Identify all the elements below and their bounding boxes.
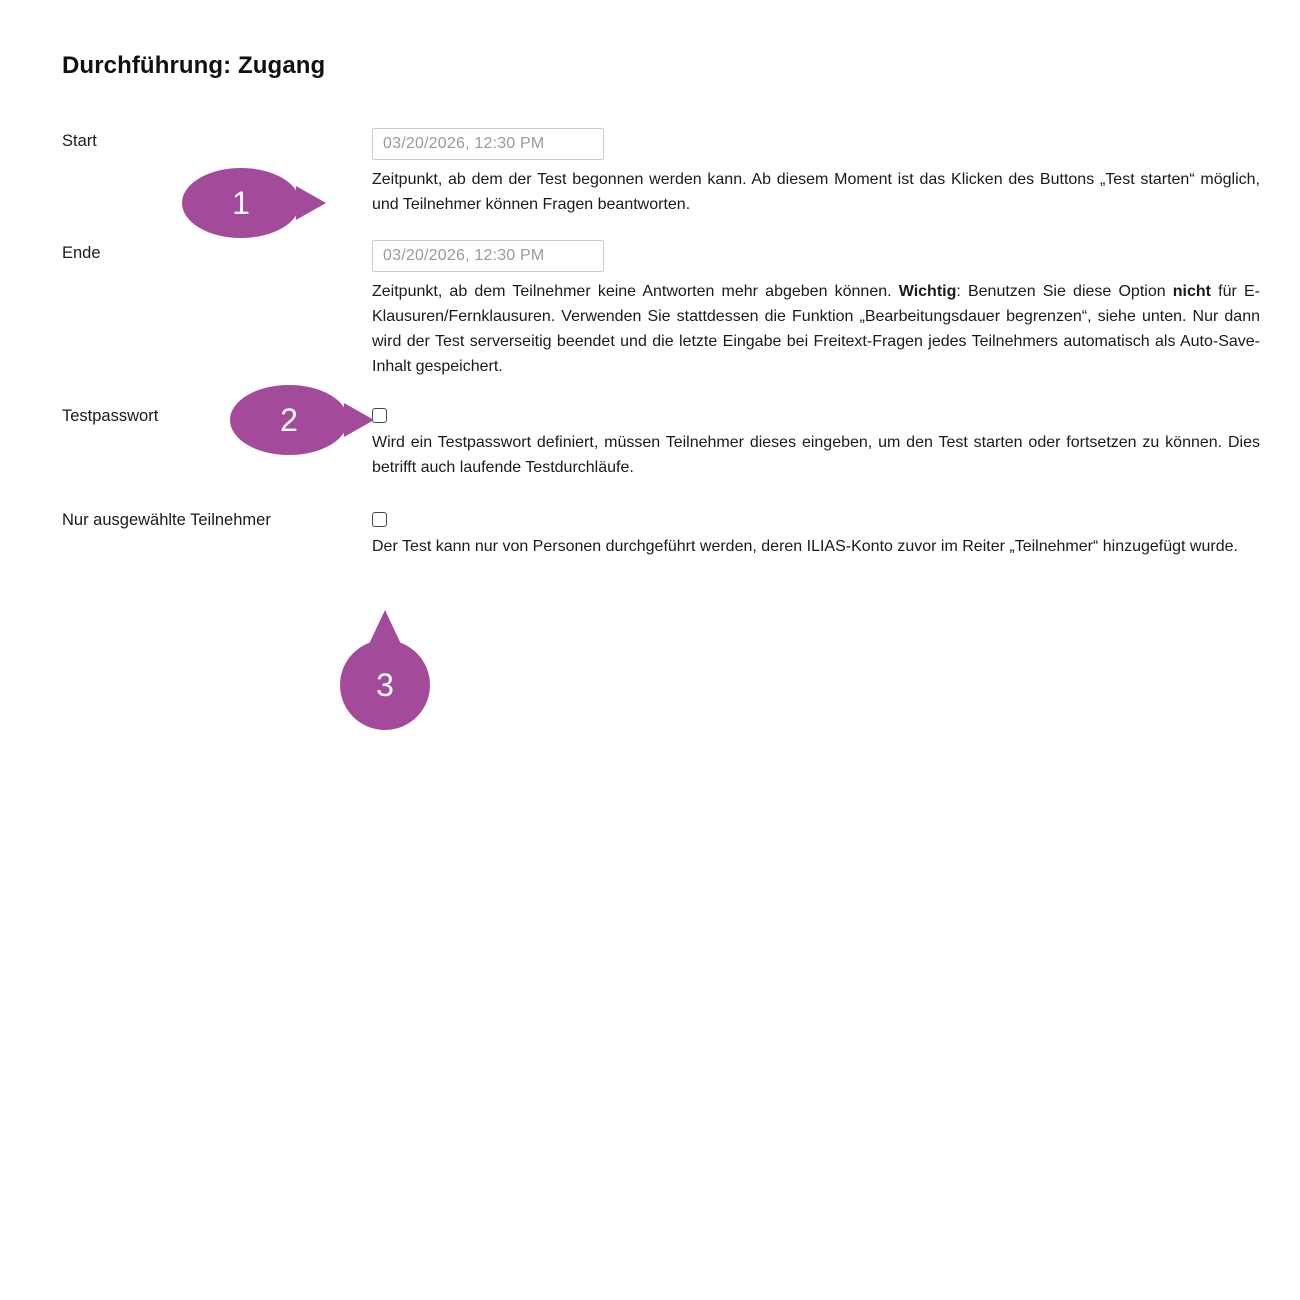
callout-marker-3-shape — [340, 640, 430, 730]
field-ende — [372, 240, 1262, 379]
help-ende — [372, 279, 1260, 379]
callout-marker-3-tail — [369, 610, 401, 644]
page-title: Durchführung: Zugang — [62, 52, 326, 79]
help-ende-part3: für E-Klausuren/Fernklausuren. Verwenden Sie stattdessen die Funktion „Bearbeitungsdauer begrenzen“, siehe unten. Nur dann wird der Test serverseitig beendet und die letzte Eingabe bei Freitext-Fragen jedes Teilnehmers automatisch als Auto-Save-Inhalt gespeichert. — [372, 283, 1261, 375]
help-nur-ausgewaehlte-teilnehmer: Der Test kann nur von Personen durchgeführt werden, deren ILIAS-Konto zuvor im Reiter „Teilnehmer“ hinzugefügt wurde. — [372, 538, 1238, 555]
start-datetime-value: 03/20/2026, 12:30 PM — [383, 135, 545, 152]
field-nur-ausgewaehlte-teilnehmer — [372, 507, 1262, 559]
help-ende-bold1: Wichtig — [898, 283, 957, 300]
help-testpasswort: Wird ein Testpasswort definiert, müssen Teilnehmer dieses eingeben, um den Test starten oder fortsetzen zu können. Dies betrifft auch laufende Testdurchläufe. — [372, 434, 1260, 476]
help-ende-part2: : Benutzen Sie diese Option — [956, 283, 1173, 300]
ende-datetime-value: 03/20/2026, 12:30 PM — [383, 247, 545, 264]
field-start — [372, 128, 1262, 217]
callout-marker-3-number: 3 — [376, 667, 394, 703]
start-datetime-input[interactable] — [372, 128, 604, 160]
help-ende-bold2: nicht — [1172, 283, 1211, 300]
callout-marker-1-shape — [182, 168, 300, 238]
label-nur-ausgewaehlte-teilnehmer: Nur ausgewählte Teilnehmer — [62, 511, 271, 529]
label-ende: Ende — [62, 244, 101, 262]
callout-marker-1-number: 1 — [232, 185, 250, 221]
ende-datetime-input[interactable] — [372, 240, 604, 272]
testpasswort-checkbox[interactable] — [372, 408, 387, 423]
callout-marker-1-tail — [296, 186, 326, 220]
callout-marker-1 — [182, 168, 300, 238]
callout-marker-3 — [340, 640, 430, 730]
callout-marker-2-tail — [344, 403, 374, 437]
help-ende-part1: Zeitpunkt, ab dem Teilnehmer keine Antworten mehr abgeben können. — [372, 283, 899, 300]
label-start: Start — [62, 132, 97, 150]
nur-ausgewaehlte-teilnehmer-checkbox[interactable] — [372, 512, 387, 527]
callout-marker-2 — [230, 385, 348, 455]
callout-marker-2-shape — [230, 385, 348, 455]
help-start: Zeitpunkt, ab dem der Test begonnen werden kann. Ab diesem Moment ist das Klicken des Buttons „Test starten“ möglich, und Teilnehmer können Fragen beantworten. — [372, 171, 1260, 213]
callout-marker-2-number: 2 — [280, 402, 298, 438]
label-testpasswort: Testpasswort — [62, 407, 159, 425]
field-testpasswort — [372, 403, 1262, 480]
